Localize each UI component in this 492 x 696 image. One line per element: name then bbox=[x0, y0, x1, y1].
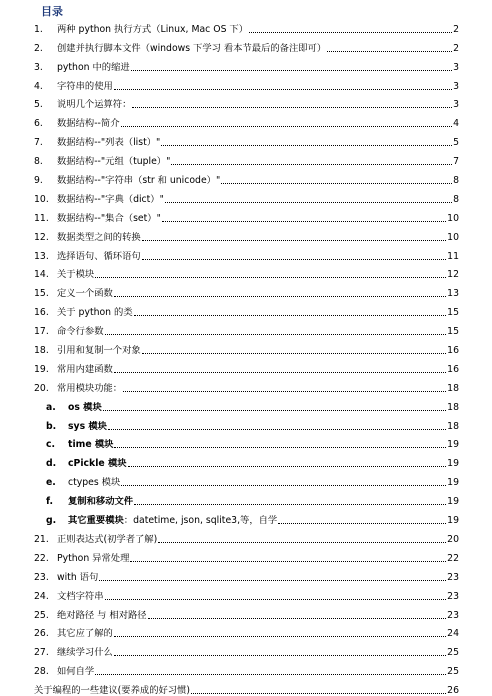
toc-entry-page-number: 16 bbox=[447, 345, 459, 357]
toc-entry-label-tail: ：datetime, json, sqlite3,等，自学 bbox=[123, 515, 278, 527]
toc-entry-label: 引用和复制一个对象 bbox=[57, 345, 141, 357]
toc-leader-dots bbox=[278, 523, 446, 524]
toc-leader-dots bbox=[221, 183, 452, 184]
toc-entry-label: python 中的缩进 bbox=[57, 61, 130, 73]
toc-leader-dots bbox=[105, 599, 447, 600]
toc-leader-dots bbox=[161, 145, 452, 146]
toc-entry-number: 4. bbox=[34, 80, 43, 92]
toc-entry-page-number: 26 bbox=[447, 685, 459, 696]
toc-entry-number: 2. bbox=[34, 42, 43, 54]
toc-entry-number: a. bbox=[46, 401, 56, 413]
toc-entry[interactable] bbox=[0, 299, 492, 318]
toc-leader-dots bbox=[121, 485, 446, 486]
toc-entry-page-number: 19 bbox=[447, 496, 459, 508]
toc-entry-number: 23. bbox=[34, 571, 49, 583]
toc-entry-label: 数据结构--"字符串（str 和 unicode）" bbox=[57, 175, 221, 187]
toc-entry-page-number: 2 bbox=[453, 42, 459, 54]
toc-entry-page-number: 13 bbox=[447, 288, 459, 300]
toc-entry-label bbox=[68, 515, 277, 526]
toc-entry[interactable] bbox=[0, 507, 492, 526]
toc-entry[interactable] bbox=[0, 413, 492, 432]
toc-leader-dots bbox=[249, 32, 452, 33]
toc-entry-number: e. bbox=[46, 477, 56, 489]
toc-entry[interactable] bbox=[0, 545, 492, 564]
toc-entry-page-number: 23 bbox=[447, 590, 459, 602]
toc-entry-number: 26. bbox=[34, 628, 49, 640]
toc-leader-dots bbox=[191, 693, 446, 694]
toc-leader-dots bbox=[142, 240, 446, 241]
toc-entry-page-number: 10 bbox=[447, 212, 459, 224]
toc-entry-label-bold: 其它重要模块 bbox=[68, 515, 124, 527]
toc-entry-label bbox=[68, 421, 107, 432]
toc-entry-page-number: 18 bbox=[447, 420, 459, 432]
toc-leader-dots bbox=[131, 70, 452, 71]
toc-entry-page-number: 8 bbox=[453, 193, 459, 205]
toc-entry-number: 20. bbox=[34, 382, 49, 394]
toc-entry-page-number: 19 bbox=[447, 477, 459, 489]
toc-entry[interactable] bbox=[0, 110, 492, 129]
toc-entry[interactable] bbox=[0, 16, 492, 35]
toc-leader-dots bbox=[142, 353, 446, 354]
toc-entry-label-plain: sys bbox=[68, 420, 86, 432]
toc-entry-page-number: 4 bbox=[453, 118, 459, 130]
toc-leader-dots bbox=[114, 655, 446, 656]
toc-leader-dots bbox=[132, 107, 452, 108]
toc-leader-dots bbox=[327, 51, 452, 52]
toc-entry-number: 25. bbox=[34, 609, 49, 621]
toc-entry-label: 说明几个运算符： bbox=[57, 99, 132, 111]
toc-entry-page-number: 19 bbox=[447, 439, 459, 451]
toc-entry[interactable] bbox=[0, 639, 492, 658]
toc-leader-dots bbox=[103, 410, 446, 411]
toc-entry-label bbox=[68, 458, 127, 469]
toc-entry-label bbox=[68, 402, 102, 413]
toc-entry-page-number: 12 bbox=[447, 269, 459, 281]
toc-entry-page-number: 25 bbox=[447, 666, 459, 678]
toc-entry[interactable] bbox=[0, 280, 492, 299]
toc-entry-number: 16. bbox=[34, 307, 49, 319]
toc-leader-dots bbox=[148, 618, 447, 619]
toc-entry-label: 关于 python 的类 bbox=[57, 307, 133, 319]
toc-leader-dots bbox=[95, 674, 446, 675]
toc-entry-number: 8. bbox=[34, 156, 43, 168]
toc-entry-label: 数据结构--"集合（set）" bbox=[57, 212, 161, 224]
toc-entry-label: 数据结构--"列表（list）" bbox=[57, 137, 161, 149]
toc-entry-number: 7. bbox=[34, 137, 43, 149]
toc-entry[interactable] bbox=[0, 224, 492, 243]
toc-leader-dots bbox=[105, 334, 447, 335]
toc-entry[interactable] bbox=[0, 583, 492, 602]
toc-entry-page-number: 19 bbox=[447, 515, 459, 527]
toc-entry[interactable] bbox=[0, 658, 492, 677]
toc-entry[interactable] bbox=[0, 262, 492, 281]
toc-entry-page-number: 3 bbox=[453, 61, 459, 73]
toc-leader-dots bbox=[121, 126, 453, 127]
toc-entry-label-plain: time bbox=[68, 439, 92, 451]
toc-entry-page-number: 22 bbox=[447, 552, 459, 564]
toc-entry[interactable] bbox=[0, 73, 492, 92]
toc-entry-number: 12. bbox=[34, 231, 49, 243]
toc-entry-page-number: 25 bbox=[447, 647, 459, 659]
toc-entry-label: 选择语句、循环语句 bbox=[57, 250, 141, 262]
toc-entry-page-number: 18 bbox=[447, 382, 459, 394]
toc-entry-number: 14. bbox=[34, 269, 49, 281]
toc-entry-label: 关于编程的一些建议(要养成的好习惯) bbox=[34, 685, 191, 696]
toc-entry-label: 数据结构--"字典（dict）" bbox=[57, 193, 164, 205]
toc-leader-dots bbox=[142, 259, 446, 260]
toc-entry[interactable] bbox=[0, 356, 492, 375]
toc-entry[interactable] bbox=[0, 564, 492, 583]
toc-entry-label: with 语句 bbox=[57, 571, 99, 583]
toc-leader-dots bbox=[99, 580, 446, 581]
toc-entry-page-number: 19 bbox=[447, 458, 459, 470]
toc-entry[interactable] bbox=[0, 337, 492, 356]
toc-entry-label: 数据类型之间的转换 bbox=[57, 231, 141, 243]
toc-entry-page-number: 18 bbox=[447, 401, 459, 413]
toc-entry-label: 常用内建函数 bbox=[57, 363, 113, 375]
toc-entry-page-number: 20 bbox=[447, 533, 459, 545]
toc-entry[interactable] bbox=[0, 54, 492, 73]
toc-entry-number: 13. bbox=[34, 250, 49, 262]
toc-entry-page-number: 11 bbox=[447, 250, 459, 262]
toc-entry[interactable] bbox=[0, 375, 492, 394]
toc-entry[interactable] bbox=[0, 167, 492, 186]
toc-entry[interactable] bbox=[0, 186, 492, 205]
toc-leader-dots bbox=[134, 315, 447, 316]
toc-entry-number: b. bbox=[46, 420, 57, 432]
toc-entry[interactable] bbox=[0, 394, 492, 413]
toc-entry-number: 22. bbox=[34, 552, 49, 564]
toc-entry-label-bold: 模块 bbox=[91, 439, 114, 451]
toc-entry[interactable] bbox=[0, 148, 492, 167]
toc-entry-number: 19. bbox=[34, 363, 49, 375]
toc-title: 目录 bbox=[41, 5, 63, 18]
toc-entry-number: 1. bbox=[34, 23, 43, 35]
toc-entry-label-bold: 模块 bbox=[79, 401, 102, 413]
toc-entry[interactable] bbox=[0, 450, 492, 469]
toc-leader-dots bbox=[134, 504, 446, 505]
toc-entry-page-number: 15 bbox=[447, 307, 459, 319]
toc-entry[interactable] bbox=[0, 318, 492, 337]
toc-entry-page-number: 3 bbox=[453, 99, 459, 111]
toc-entry[interactable] bbox=[0, 621, 492, 640]
toc-entry-label: 其它应了解的 bbox=[57, 628, 113, 640]
toc-entry-page-number: 7 bbox=[453, 156, 459, 168]
toc-entry-number: 3. bbox=[34, 61, 43, 73]
toc-entry-label bbox=[68, 477, 120, 488]
toc-leader-dots bbox=[162, 221, 446, 222]
toc-entry-page-number: 23 bbox=[447, 609, 459, 621]
toc-entry[interactable] bbox=[0, 129, 492, 148]
toc-entry-label: 关于模块 bbox=[57, 269, 95, 281]
toc-entry-label: 绝对路径 与 相对路径 bbox=[57, 609, 147, 621]
toc-leader-dots bbox=[114, 636, 446, 637]
toc-entry[interactable] bbox=[0, 92, 492, 111]
toc-entry-number: 27. bbox=[34, 647, 49, 659]
toc-leader-dots bbox=[108, 429, 446, 430]
toc-entry[interactable] bbox=[0, 602, 492, 621]
toc-entry-label: Python 异常处理 bbox=[57, 552, 130, 564]
toc-entry-number: 11. bbox=[34, 212, 49, 224]
toc-entry-label: 命令行参数 bbox=[57, 326, 104, 338]
toc-entry-label-plain: os bbox=[68, 401, 80, 413]
toc-entry-page-number: 24 bbox=[447, 628, 459, 640]
toc-entry-label: 常用模块功能： bbox=[57, 382, 123, 394]
toc-entry-page-number: 8 bbox=[453, 175, 459, 187]
toc-entry[interactable] bbox=[0, 205, 492, 224]
toc-entry-number: 5. bbox=[34, 99, 43, 111]
toc-entry[interactable] bbox=[0, 469, 492, 488]
toc-entry-label: 正则表达式(初学者了解) bbox=[57, 533, 158, 545]
toc-entry[interactable] bbox=[0, 526, 492, 545]
toc-entry-page-number: 23 bbox=[447, 571, 459, 583]
toc-entry-label: 两种 python 执行方式（Linux, Mac OS 下） bbox=[57, 23, 249, 35]
toc-entry-number: 24. bbox=[34, 590, 49, 602]
toc-entry-label: 文档字符串 bbox=[57, 590, 104, 602]
toc-entry-number: 17. bbox=[34, 326, 49, 338]
toc-entry-number: 10. bbox=[34, 193, 49, 205]
toc-leader-dots bbox=[130, 561, 446, 562]
toc-leader-dots bbox=[128, 466, 447, 467]
toc-entry-label: 数据结构--简介 bbox=[57, 118, 120, 130]
toc-entry-label-bold: 复制和移动文件 bbox=[68, 496, 134, 508]
toc-leader-dots bbox=[114, 89, 452, 90]
toc-leader-dots bbox=[114, 447, 446, 448]
toc-leader-dots bbox=[165, 202, 452, 203]
toc-entry-number: f. bbox=[46, 496, 54, 508]
toc-entry-number: 21. bbox=[34, 533, 49, 545]
toc-entry-page-number: 10 bbox=[447, 231, 459, 243]
toc-entry-label: 字符串的使用 bbox=[57, 80, 113, 92]
toc-entry-page-number: 2 bbox=[453, 23, 459, 35]
toc-leader-dots bbox=[123, 391, 446, 392]
toc-leader-dots bbox=[114, 296, 446, 297]
toc-entry-number: g. bbox=[46, 515, 57, 527]
toc-entry-label-plain: ctypes 模块 bbox=[68, 477, 121, 489]
toc-entry-number: d. bbox=[46, 458, 57, 470]
toc-entry-number: 28. bbox=[34, 666, 49, 678]
table-of-contents bbox=[0, 16, 492, 696]
toc-entry-page-number: 16 bbox=[447, 363, 459, 375]
toc-leader-dots bbox=[95, 277, 446, 278]
toc-entry-label: 创建并执行脚本文件（windows 下学习 看本节最后的备注即可） bbox=[57, 42, 327, 54]
toc-entry-page-number: 15 bbox=[447, 326, 459, 338]
toc-entry-number: 15. bbox=[34, 288, 49, 300]
toc-entry-label bbox=[68, 496, 133, 507]
toc-entry-label-bold: 模块 bbox=[85, 420, 107, 432]
toc-entry-label bbox=[68, 439, 113, 450]
toc-entry[interactable] bbox=[0, 432, 492, 451]
toc-entry-number: 9. bbox=[34, 175, 43, 187]
toc-entry-number: 6. bbox=[34, 118, 43, 130]
toc-entry-number: c. bbox=[46, 439, 56, 451]
toc-leader-dots bbox=[171, 164, 452, 165]
toc-entry[interactable] bbox=[0, 243, 492, 262]
toc-entry[interactable] bbox=[0, 677, 492, 696]
toc-entry-label: 数据结构--"元组（tuple）" bbox=[57, 156, 171, 168]
toc-entry-label-plain: cPickle bbox=[68, 458, 105, 470]
toc-entry-number: 18. bbox=[34, 345, 49, 357]
toc-entry-label: 定义一个函数 bbox=[57, 288, 113, 300]
toc-entry-page-number: 3 bbox=[453, 80, 459, 92]
toc-leader-dots bbox=[114, 372, 446, 373]
toc-entry-label: 如何自学 bbox=[57, 666, 95, 678]
toc-entry[interactable] bbox=[0, 35, 492, 54]
toc-entry[interactable] bbox=[0, 488, 492, 507]
toc-leader-dots bbox=[158, 542, 446, 543]
toc-entry-page-number: 5 bbox=[453, 137, 459, 149]
toc-entry-label-bold: 模块 bbox=[104, 458, 127, 470]
toc-entry-label: 继续学习什么 bbox=[57, 647, 113, 659]
